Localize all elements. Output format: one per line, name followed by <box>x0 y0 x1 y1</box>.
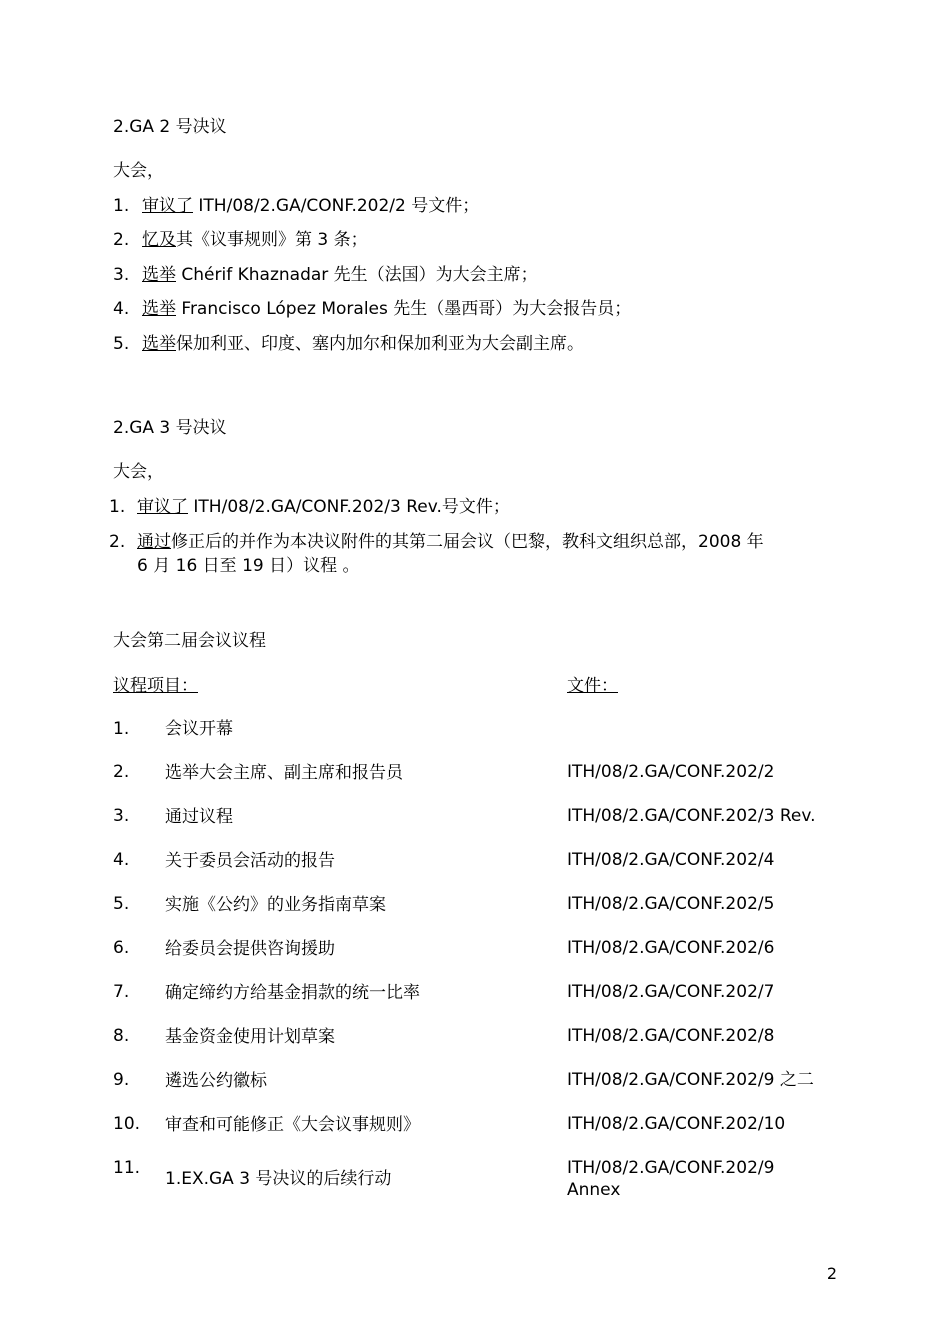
item-text: 保加利亚、印度、塞内加尔和保加利亚为大会副主席。 <box>176 334 584 354</box>
row-doc: ITH/08/2.GA/CONF.202/2 <box>567 762 775 782</box>
resolution-3-intro: 大会， <box>113 462 164 482</box>
item-verb: 审议了 <box>137 497 188 517</box>
row-number: 8. <box>113 1026 130 1046</box>
agenda-column-doc-header: 文件： <box>567 676 618 696</box>
row-doc-continuation: Annex <box>567 1180 621 1200</box>
item-text: 修正后的并作为本决议附件的其第二届会议（巴黎，教科文组织总部，2008 年 <box>171 532 764 552</box>
row-item: 给委员会提供咨询援助 <box>165 939 335 959</box>
item-number: 1. <box>113 196 130 216</box>
item-verb: 选举 <box>142 265 176 285</box>
item-text: Chérif Khaznadar 先生（法国）为大会主席； <box>181 265 538 285</box>
row-doc: ITH/08/2.GA/CONF.202/9 之二 <box>567 1070 814 1090</box>
row-doc: ITH/08/2.GA/CONF.202/7 <box>567 982 775 1002</box>
row-doc: ITH/08/2.GA/CONF.202/9 <box>567 1158 775 1178</box>
row-number: 10. <box>113 1114 141 1134</box>
row-item: 关于委员会活动的报告 <box>165 851 335 871</box>
item-verb: 忆及 <box>142 230 176 250</box>
row-number: 9. <box>113 1070 130 1090</box>
row-doc: ITH/08/2.GA/CONF.202/3 Rev. <box>567 806 816 826</box>
item-text: ITH/08/2.GA/CONF.202/2 号文件； <box>198 196 480 216</box>
row-number: 7. <box>113 982 130 1002</box>
item-number: 5. <box>113 334 130 354</box>
item-number: 1. <box>109 497 126 517</box>
row-doc: ITH/08/2.GA/CONF.202/5 <box>567 894 775 914</box>
row-doc: ITH/08/2.GA/CONF.202/4 <box>567 850 775 870</box>
item-number: 2. <box>109 532 126 552</box>
resolution-2-heading: 2.GA 2 号决议 <box>113 117 227 137</box>
resolution-2-intro: 大会， <box>113 161 164 181</box>
row-item: 基金资金使用计划草案 <box>165 1027 335 1047</box>
item-text: Francisco López Morales 先生（墨西哥）为大会报告员； <box>181 299 632 319</box>
item-verb: 选举 <box>142 334 176 354</box>
row-item: 确定缔约方给基金捐款的统一比率 <box>165 983 420 1003</box>
agenda-heading: 大会第二届会议议程 <box>113 631 266 651</box>
item-verb: 审议了 <box>142 196 193 216</box>
row-number: 2. <box>113 762 130 782</box>
item-verb: 通过 <box>137 532 171 552</box>
row-number: 4. <box>113 850 130 870</box>
row-number: 6. <box>113 938 130 958</box>
item-number: 4. <box>113 299 130 319</box>
row-item: 选举大会主席、副主席和报告员 <box>165 763 403 783</box>
row-doc: ITH/08/2.GA/CONF.202/10 <box>567 1114 786 1134</box>
row-doc: ITH/08/2.GA/CONF.202/6 <box>567 938 775 958</box>
row-item: 会议开幕 <box>165 719 233 739</box>
row-item: 1.EX.GA 3 号决议的后续行动 <box>165 1169 392 1189</box>
item-text: 其《议事规则》第 3 条； <box>176 230 368 250</box>
item-text: ITH/08/2.GA/CONF.202/3 Rev.号文件； <box>193 497 510 517</box>
item-number: 3. <box>113 265 130 285</box>
row-number: 3. <box>113 806 130 826</box>
row-item: 遴选公约徽标 <box>165 1071 267 1091</box>
item-number: 2. <box>113 230 130 250</box>
row-doc: ITH/08/2.GA/CONF.202/8 <box>567 1026 775 1046</box>
item-text-continuation: 6 月 16 日至 19 日）议程 。 <box>137 556 360 576</box>
row-item: 审查和可能修正《大会议事规则》 <box>165 1115 420 1135</box>
row-number: 11. <box>113 1158 141 1178</box>
row-number: 5. <box>113 894 130 914</box>
page-number: 2 <box>826 1264 837 1283</box>
row-item: 通过议程 <box>165 807 233 827</box>
row-number: 1. <box>113 719 130 739</box>
agenda-column-item-header: 议程项目： <box>113 676 198 696</box>
row-item: 实施《公约》的业务指南草案 <box>165 895 386 915</box>
item-verb: 选举 <box>142 299 176 319</box>
resolution-3-heading: 2.GA 3 号决议 <box>113 418 227 438</box>
